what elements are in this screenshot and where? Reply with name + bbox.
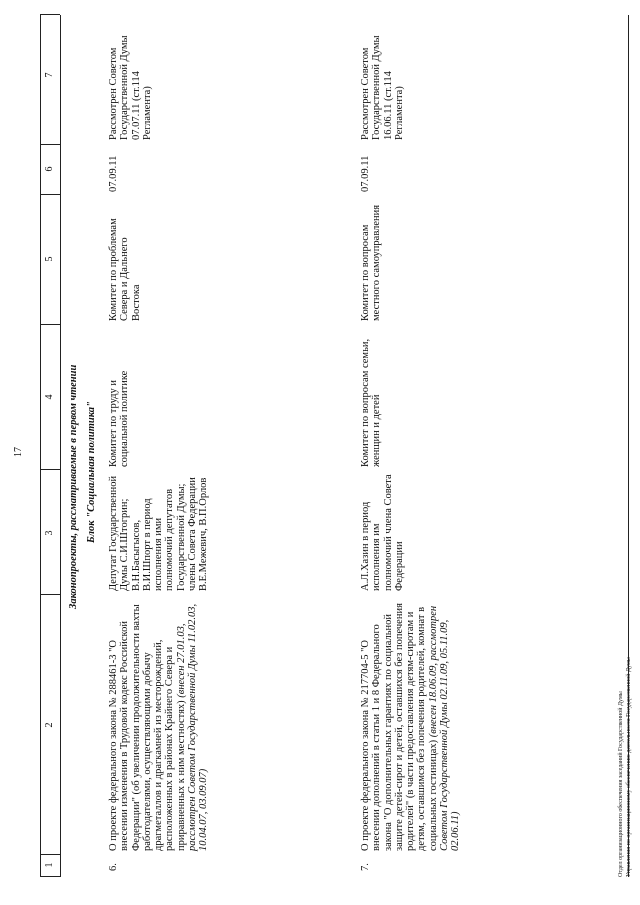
column-number-5: 5 (44, 256, 55, 262)
footer-line-2: Управления по организационному обеспечению деятельности Государственной Думы (626, 657, 632, 877)
row-co-committee: Комитет по проблемам Севера и Дальнего Востока (108, 218, 142, 321)
row-authors: Депутат Государственной Думы С.И.Штогрин; В.Н.Басыгысов, В.И.Шпорт в период исполнения ими полномочий депутатов Государственной Думы; члены Совета Федерации В.Е.Межевич, В.П.Орлов (108, 475, 210, 591)
column-number-6: 6 (44, 166, 55, 172)
page-number: 17 (13, 447, 24, 457)
column-number-2: 2 (44, 722, 55, 728)
row-authors: А.Л.Хазин в период исполнения им полномочий члена Совета Федерации (360, 474, 405, 591)
row-committee: Комитет по труду и социальной политике (108, 370, 131, 467)
footer-line-1: Отдел организационного обеспечения заседаний Государственной Думы (618, 691, 624, 877)
row-title-text: О проекте федерального закона № 217704-5 "О внесении дополнений в статьи 1 и 8 Федерального закона "О дополнительных гарантиях по социальной защите детей-сирот и детей, оставшихся без попечения родителей" (в части предоставления детям-сиротам и детям, оставшимся без попечения родителей, комнат в социальных гостиницах) (360, 603, 439, 851)
row-number: 6. (108, 863, 119, 871)
row-status: Рассмотрен Советом Государственной Думы 16.06.11 (ст.114 Регламента) (360, 35, 405, 140)
row-number: 7. (360, 863, 371, 871)
row-title-text: О проекте федерального закона № 288461-3 "О внесении изменения в Трудовой кодекс Российской Федерации" (об увеличении продолжительности вахты работодателями, осуществляющими добычу драгметаллов и драгкамней из месторождений, расположенных в районах Крайнего Севера и приравненных к ним местностях) (108, 604, 187, 851)
column-number-3: 3 (44, 530, 55, 536)
column-number-7: 7 (44, 72, 55, 78)
col-divider-6 (40, 144, 60, 145)
table-right-border (40, 14, 60, 15)
col-divider-5 (40, 194, 60, 195)
col-divider-3 (40, 469, 60, 470)
col-divider-2 (40, 594, 60, 595)
row-note: (внесен 27.01.03, рассмотрен Советом Государственной Думы 11.02.03, 10.04.07, 03.09.07) (175, 603, 210, 851)
table-header-border (60, 15, 61, 877)
row-title (360, 599, 462, 851)
row-date: 07.09.11 (108, 155, 119, 192)
row-title (108, 599, 210, 851)
col-divider-4 (40, 324, 60, 325)
row-committee: Комитет по вопросам семьи, женщин и детей (360, 338, 383, 467)
row-note: (внесен 18.06.09, рассмотрен Советом Государственной Думы 02.11.09, 05.11.09, 02.06.11) (427, 605, 462, 851)
column-number-4: 4 (44, 394, 55, 400)
row-date: 07.09.11 (360, 155, 371, 192)
section-heading: Законопроекты, рассматриваемые в первом чтении (68, 364, 79, 609)
column-number-1: 1 (44, 862, 55, 868)
row-co-committee: Комитет по вопросам местного самоуправления (360, 204, 383, 321)
table-left-border (40, 876, 60, 877)
block-heading: Блок "Социальная политика" (86, 401, 97, 543)
row-status: Рассмотрен Советом Государственной Думы 07.07.11 (ст.114 Регламента) (108, 35, 153, 140)
